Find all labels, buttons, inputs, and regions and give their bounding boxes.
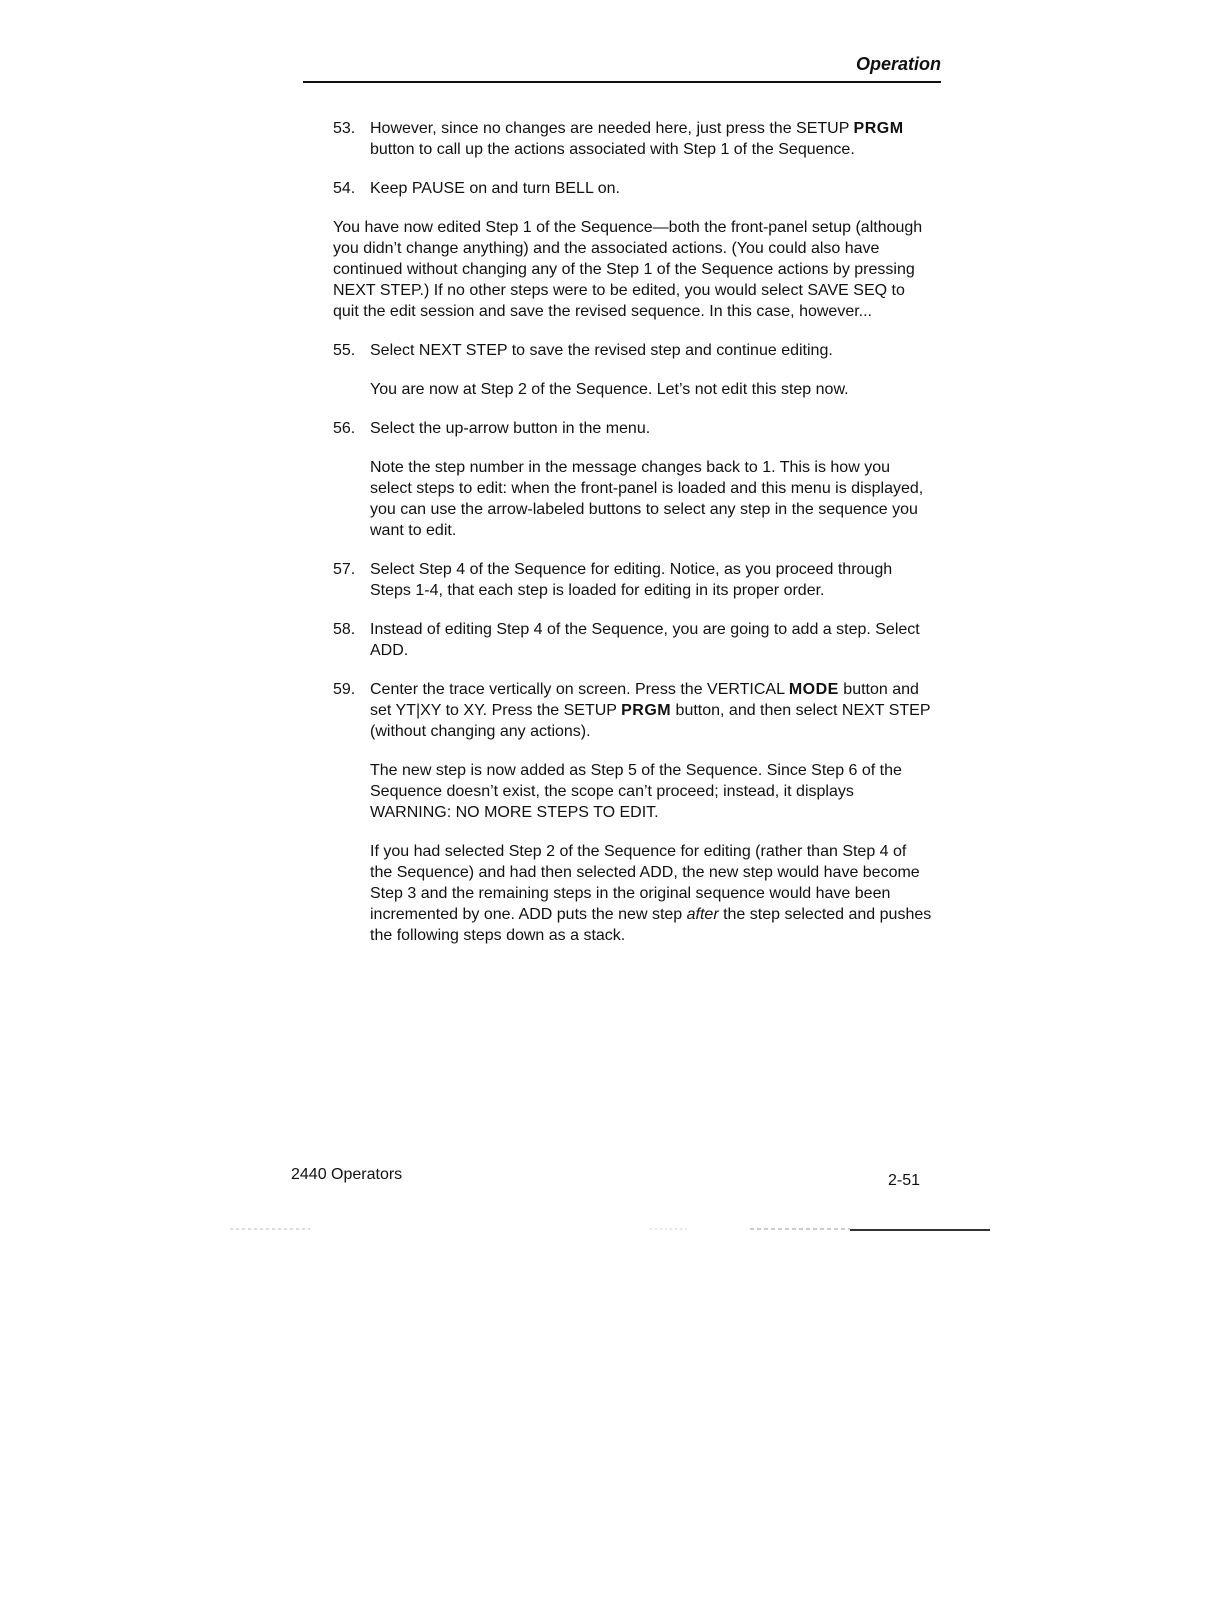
step-58 (333, 619, 933, 661)
step-note (370, 841, 933, 946)
note-text: If you had selected Step 2 of the Sequence for editing (rather than Step 4 of the Sequence) and had then selected ADD, the new step would have become Step 3 and the remaining steps in the original sequence would have been incremented by one. ADD puts the new step (370, 843, 920, 923)
button-name: PRGM (621, 702, 672, 719)
step-text: button and set YT|XY to XY. Press the SETUP (370, 681, 919, 719)
button-name: MODE (788, 681, 839, 698)
step-text: button, and then select NEXT STEP (without changing any actions). (370, 702, 931, 740)
step-53 (333, 118, 933, 160)
button-name: PRGM (853, 120, 904, 137)
footer-page-number: 2-51 (888, 1172, 921, 1189)
step-text: button to call up the actions associated with Step 1 of the Sequence. (370, 141, 855, 158)
step-number: 56. (333, 420, 356, 437)
step-text: Select NEXT STEP to save the revised step and continue editing. (370, 342, 833, 359)
step-55 (333, 340, 933, 361)
running-header: Operation (855, 54, 941, 74)
step-note: You are now at Step 2 of the Sequence. Let’s not edit this step now. (370, 381, 849, 398)
step-number: 54. (333, 180, 356, 197)
step-text: Select the up-arrow button in the menu. (370, 420, 651, 437)
step-number: 57. (333, 561, 356, 578)
scan-line-graphic (230, 1226, 990, 1232)
page-body (333, 118, 933, 964)
step-text: Instead of editing Step 4 of the Sequence, you are going to add a step. Select ADD. (370, 621, 920, 659)
step-text: However, since no changes are needed here, just press the SETUP (370, 120, 854, 137)
emphasis: after (686, 906, 719, 923)
scan-artifact (230, 1226, 990, 1232)
step-59 (333, 679, 933, 742)
step-number: 59. (333, 681, 356, 698)
step-number: 55. (333, 342, 356, 359)
footer-manual-title: 2440 Operators (291, 1166, 403, 1183)
body-paragraph: You have now edited Step 1 of the Sequence—both the front-panel setup (although you didn’t change anything) and the associated actions. (You could also have continued without changing any of the Step 1 of the Sequence actions by pressing NEXT STEP.) If no other steps were to be edited, you would select SAVE SEQ to quit the edit session and save the revised sequence. In this case, however... (333, 219, 923, 320)
step-note: The new step is now added as Step 5 of the Sequence. Since Step 6 of the Sequence doesn’t exist, the scope can’t proceed; instead, it displays WARNING: NO MORE STEPS TO EDIT. (370, 762, 902, 821)
header-rule (303, 81, 941, 83)
step-number: 58. (333, 621, 356, 638)
step-56 (333, 418, 933, 439)
step-text: Keep PAUSE on and turn BELL on. (370, 180, 620, 197)
step-note: Note the step number in the message changes back to 1. This is how you select steps to edit: when the front-panel is loaded and this menu is displayed, you can use the arrow-labeled buttons to select any step in the sequence you want to edit. (370, 459, 924, 539)
step-text: Select Step 4 of the Sequence for editing. Notice, as you proceed through Steps 1-4, that each step is loaded for editing in its proper order. (370, 561, 893, 599)
step-54 (333, 178, 933, 199)
note-text: the step selected and pushes the following steps down as a stack. (370, 906, 932, 944)
step-number: 53. (333, 120, 356, 137)
step-57 (333, 559, 933, 601)
step-text: Center the trace vertically on screen. Press the VERTICAL (370, 681, 789, 698)
